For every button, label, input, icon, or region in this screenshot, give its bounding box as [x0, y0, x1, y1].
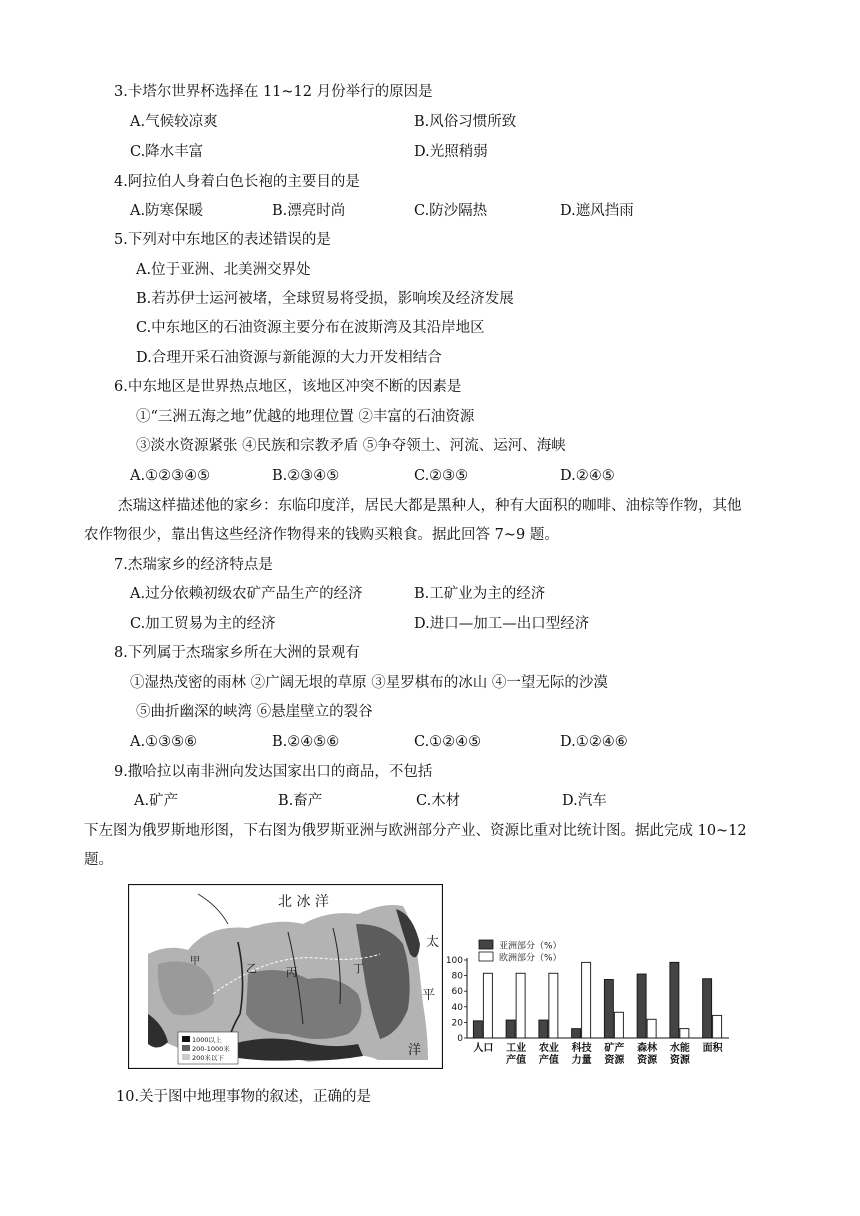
y-tick-label: 100	[445, 956, 463, 966]
q3-stem: 3.卡塔尔世界杯选择在 11~12 月份举行的原因是	[114, 84, 433, 100]
map-label-pacific-3: 洋	[408, 1043, 422, 1058]
q9-option-d: D.汽车	[562, 793, 607, 809]
category-label-7: 面积	[702, 1043, 723, 1054]
map-label-pacific-1: 太	[426, 935, 440, 950]
q4-option-b: B.漂亮时尚	[272, 203, 346, 219]
bar-europe-6	[680, 1029, 689, 1038]
legend-label-1: 欧洲部分（%）	[499, 953, 562, 964]
q8-option-b: B.②④⑤⑥	[272, 734, 340, 750]
category-label-2: 产值	[538, 1055, 559, 1066]
map-legend-high: 1000以上	[192, 1036, 222, 1044]
bar-asia-3	[572, 1029, 581, 1038]
category-label-0: 人口	[473, 1043, 494, 1054]
bar-europe-7	[713, 1015, 722, 1038]
russia-terrain-map	[128, 884, 443, 1069]
passage-line-1: 杰瑞这样描述他的家乡：东临印度洋，居民大都是黑种人，种有大面积的咖啡、油棕等作物，其他	[118, 498, 742, 514]
q6-option-b: B.②③④⑤	[272, 468, 340, 484]
figure-intro-line-2: 题。	[84, 852, 113, 868]
map-legend-low: 200米以下	[192, 1054, 224, 1062]
bar-europe-3	[582, 962, 591, 1038]
russia-asia-europe-bar-chart	[445, 938, 745, 1073]
bar-asia-2	[539, 1020, 548, 1038]
bar-asia-4	[604, 980, 613, 1039]
y-tick-label: 80	[451, 971, 463, 982]
q4-stem: 4.阿拉伯人身着白色长袍的主要目的是	[114, 174, 360, 190]
q4-option-a: A.防寒保暖	[130, 203, 204, 219]
category-label-4: 资源	[604, 1055, 625, 1066]
map-legend-mid: 200-1000米	[192, 1045, 230, 1053]
legend-swatch-0	[479, 940, 493, 949]
q3-option-c: C.降水丰富	[130, 144, 204, 160]
q6-option-a: A.①②③④⑤	[130, 468, 211, 484]
y-tick-label: 0	[457, 1034, 463, 1044]
q9-option-b: B.畜产	[278, 793, 323, 809]
bar-europe-1	[516, 973, 525, 1038]
q8-option-a: A.①③⑤⑥	[130, 734, 198, 750]
q5-option-d: D.合理开采石油资源与新能源的大力开发相结合	[136, 350, 442, 366]
q7-option-c: C.加工贸易为主的经济	[130, 616, 276, 632]
bar-asia-5	[637, 974, 646, 1038]
category-label-1: 产值	[506, 1055, 527, 1066]
category-label-3: 力量	[571, 1055, 592, 1066]
bar-asia-6	[670, 962, 679, 1038]
q5-stem: 5.下列对中东地区的表述错误的是	[114, 232, 331, 248]
y-tick-label: 20	[451, 1018, 463, 1029]
q6-option-c: C.②③⑤	[414, 468, 469, 484]
bar-asia-1	[506, 1020, 515, 1038]
q7-option-a: A.过分依赖初级农矿产品生产的经济	[130, 586, 363, 602]
q8-items-line-1: ①湿热茂密的雨林 ②广阔无垠的草原 ③星罗棋布的冰山 ④一望无际的沙漠	[130, 675, 608, 691]
q4-option-d: D.遮风挡雨	[560, 203, 634, 219]
y-tick-label: 40	[451, 1002, 463, 1013]
category-label-4: 矿产	[604, 1043, 625, 1054]
category-label-2: 农业	[538, 1043, 559, 1054]
bar-europe-4	[614, 1012, 623, 1038]
bar-asia-0	[473, 1021, 482, 1038]
legend-label-0: 亚洲部分（%）	[499, 941, 562, 952]
bar-europe-5	[647, 1019, 656, 1038]
map-label-yi: 乙	[246, 962, 257, 975]
q3-option-b: B.风俗习惯所致	[414, 114, 517, 130]
map-label-arctic: 北 冰 洋	[278, 894, 329, 910]
q7-option-d: D.进口—加工—出口型经济	[414, 616, 590, 632]
q5-option-b: B.若苏伊士运河被堵，全球贸易将受损，影响埃及经济发展	[136, 291, 514, 307]
bar-europe-0	[483, 973, 492, 1038]
figure-intro-line-1: 下左图为俄罗斯地形图，下右图为俄罗斯亚洲与欧洲部分产业、资源比重对比统计图。据此完成 10~12	[84, 823, 747, 839]
q7-stem: 7.杰瑞家乡的经济特点是	[114, 557, 273, 573]
q3-option-a: A.气候较凉爽	[130, 114, 218, 130]
q5-option-c: C.中东地区的石油资源主要分布在波斯湾及其沿岸地区	[136, 320, 485, 336]
q3-option-d: D.光照稍弱	[414, 144, 488, 160]
bar-asia-7	[703, 979, 712, 1038]
category-label-5: 森林	[637, 1043, 658, 1054]
q9-option-c: C.木材	[416, 793, 461, 809]
q9-stem: 9.撒哈拉以南非洲向发达国家出口的商品，不包括	[114, 764, 433, 780]
map-label-jia: 甲	[190, 956, 200, 967]
q10-stem: 10.关于图中地理事物的叙述，正确的是	[116, 1089, 372, 1105]
category-label-1: 工业	[506, 1043, 527, 1054]
map-label-bing: 丙	[286, 966, 297, 979]
category-label-3: 科技	[571, 1043, 592, 1054]
map-label-ding: 丁	[353, 962, 364, 975]
category-label-6: 资源	[669, 1055, 690, 1066]
q5-option-a: A.位于亚洲、北美洲交界处	[136, 262, 311, 278]
category-label-5: 资源	[637, 1055, 658, 1066]
q8-items-line-2: ⑤曲折幽深的峡湾 ⑥悬崖壁立的裂谷	[136, 704, 373, 720]
q4-option-c: C.防沙隔热	[414, 203, 488, 219]
q7-option-b: B.工矿业为主的经济	[414, 586, 546, 602]
q6-option-d: D.②④⑤	[560, 468, 615, 484]
q6-items-line-2: ③淡水资源紧张 ④民族和宗教矛盾 ⑤争夺领土、河流、运河、海峡	[136, 438, 566, 454]
passage-line-2: 农作物很少，靠出售这些经济作物得来的钱购买粮食。据此回答 7~9 题。	[84, 527, 559, 543]
map-label-pacific-2: 平	[422, 988, 436, 1003]
q8-option-c: C.①②④⑤	[414, 734, 482, 750]
y-tick-label: 60	[451, 987, 463, 998]
q6-stem: 6.中东地区是世界热点地区，该地区冲突不断的因素是	[114, 379, 462, 395]
category-label-6: 水能	[669, 1043, 690, 1054]
legend-swatch-1	[479, 952, 493, 961]
bar-europe-2	[549, 973, 558, 1038]
q9-option-a: A.矿产	[134, 793, 179, 809]
q8-option-d: D.①②④⑥	[560, 734, 628, 750]
q6-items-line-1: ①“三洲五海之地”优越的地理位置 ②丰富的石油资源	[136, 409, 475, 425]
q8-stem: 8.下列属于杰瑞家乡所在大洲的景观有	[114, 645, 360, 661]
